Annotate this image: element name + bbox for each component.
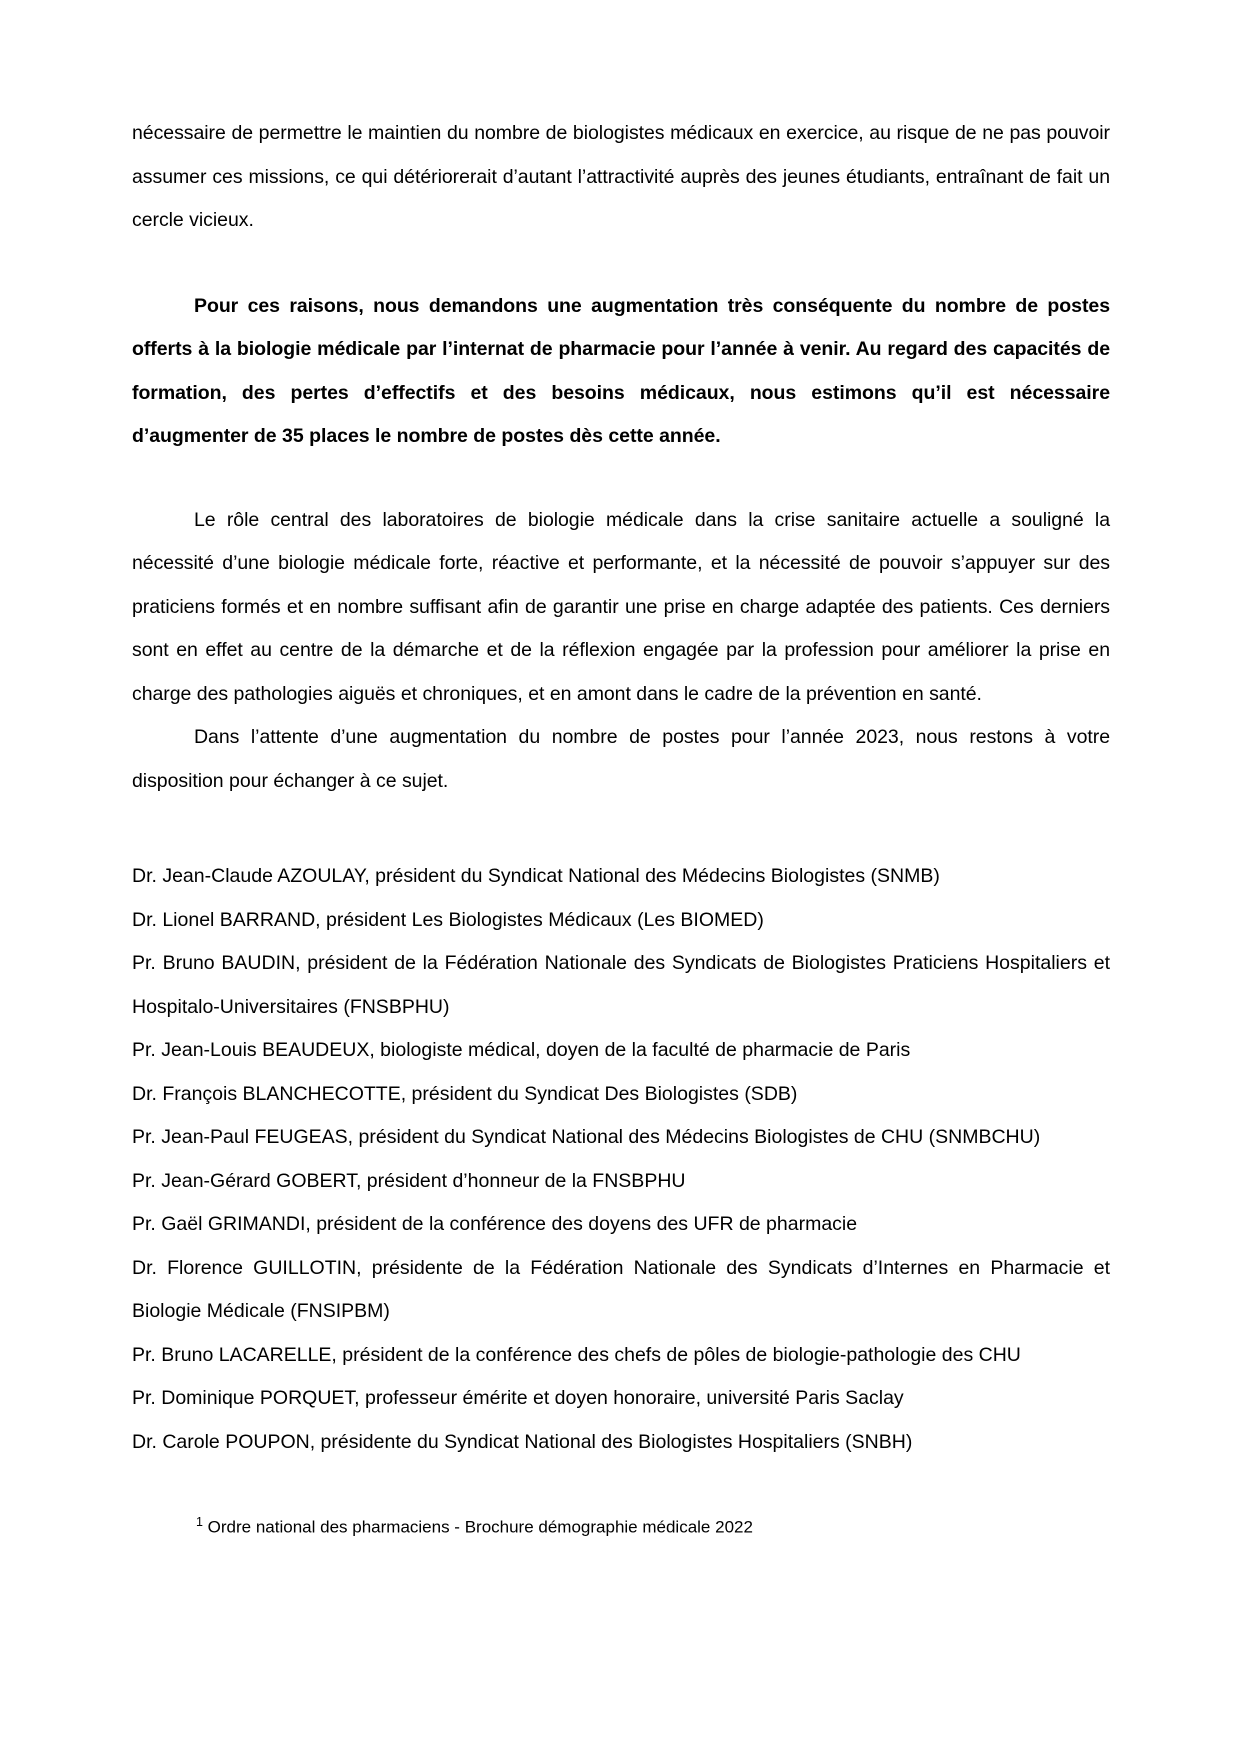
signatory-item: Dr. Lionel BARRAND, président Les Biologistes Médicaux (Les BIOMED) — [132, 908, 764, 931]
paragraph-demand-bold: Pour ces raisons, nous demandons une augmentation très conséquente du nombre de postes offerts à la biologie médicale par l’internat de pharmacie pour l’année à venir. Au regard des capacités de formation, des pertes d’effectifs et des besoins médicaux, nous estimons qu’il est nécessaire d’augmenter de 35 places le nombre de postes dès cette année. — [132, 294, 1110, 447]
signatory-item: Pr. Gaël GRIMANDI, président de la conférence des doyens des UFR de pharmacie — [132, 1213, 858, 1235]
signatory-item: Dr. Jean-Claude AZOULAY, président du Syndicat National des Médecins Biologistes (SNMB) — [132, 865, 940, 887]
signatory-item: Pr. Jean-Paul FEUGEAS, président du Syndicat National des Médecins Biologistes de CHU (SNMBCHU) — [132, 1126, 1041, 1148]
signatory-item: Dr. Carole POUPON, présidente du Syndicat National des Biologistes Hospitaliers (SNBH) — [132, 1430, 913, 1453]
signatory-item: Pr. Dominique PORQUET, professeur émérite et doyen honoraire, université Paris Saclay — [132, 1387, 904, 1409]
signatory-list — [132, 855, 1110, 1464]
signatory-item: Dr. François BLANCHECOTTE, président du Syndicat Des Biologistes (SDB) — [132, 1082, 798, 1105]
spacer — [132, 459, 1110, 499]
footnote-marker: 1 — [196, 1515, 203, 1529]
signatory-item: Pr. Jean-Gérard GOBERT, président d’honneur de la FNSBPHU — [132, 1169, 686, 1192]
signatory-item: Pr. Bruno BAUDIN, président de la Fédération Nationale des Syndicats de Biologistes Praticiens Hospitaliers et Hospitalo-Universitaires (FNSBPHU) — [132, 952, 1110, 1018]
footnote — [132, 1508, 1110, 1542]
signatory-item: Pr. Jean-Louis BEAUDEUX, biologiste médical, doyen de la faculté de pharmacie de Paris — [132, 1039, 911, 1061]
signatory-item: Pr. Bruno LACARELLE, président de la conférence des chefs de pôles de biologie-pathologie des CHU — [132, 1343, 1021, 1366]
spacer — [132, 803, 1110, 855]
paragraph-central-role: Le rôle central des laboratoires de biologie médicale dans la crise sanitaire actuelle a souligné la nécessité d’une biologie médicale forte, réactive et performante, et la nécessité de pouvoir s’appuyer sur des praticiens formés et en nombre suffisant afin de garantir une prise en charge adaptée des patients. Ces derniers sont en effet au centre de la démarche et de la réflexion engagée par la profession pour améliorer la prise en charge des pathologies aiguës et chroniques, et en amont dans le cadre de la prévention en santé. — [132, 508, 1110, 705]
signatory-item: Dr. Florence GUILLOTIN, présidente de la Fédération Nationale des Syndicats d’Internes en Pharmacie et Biologie Médicale (FNSIPBM) — [132, 1256, 1110, 1322]
letter-body — [132, 112, 1110, 803]
paragraph-continuation: nécessaire de permettre le maintien du nombre de biologistes médicaux en exercice, au risque de ne pas pouvoir assumer ces missions, ce qui détériorerait d’autant l’attractivité auprès des jeunes étudiants, entraînant de fait un cercle vicieux. — [132, 122, 1110, 231]
paragraph-closing: Dans l’attente d’une augmentation du nombre de postes pour l’année 2023, nous restons à votre disposition pour échanger à ce sujet. — [132, 726, 1110, 792]
spacer — [132, 243, 1110, 285]
footnote-text: Ordre national des pharmaciens - Brochure démographie médicale 2022 — [202, 1517, 753, 1537]
